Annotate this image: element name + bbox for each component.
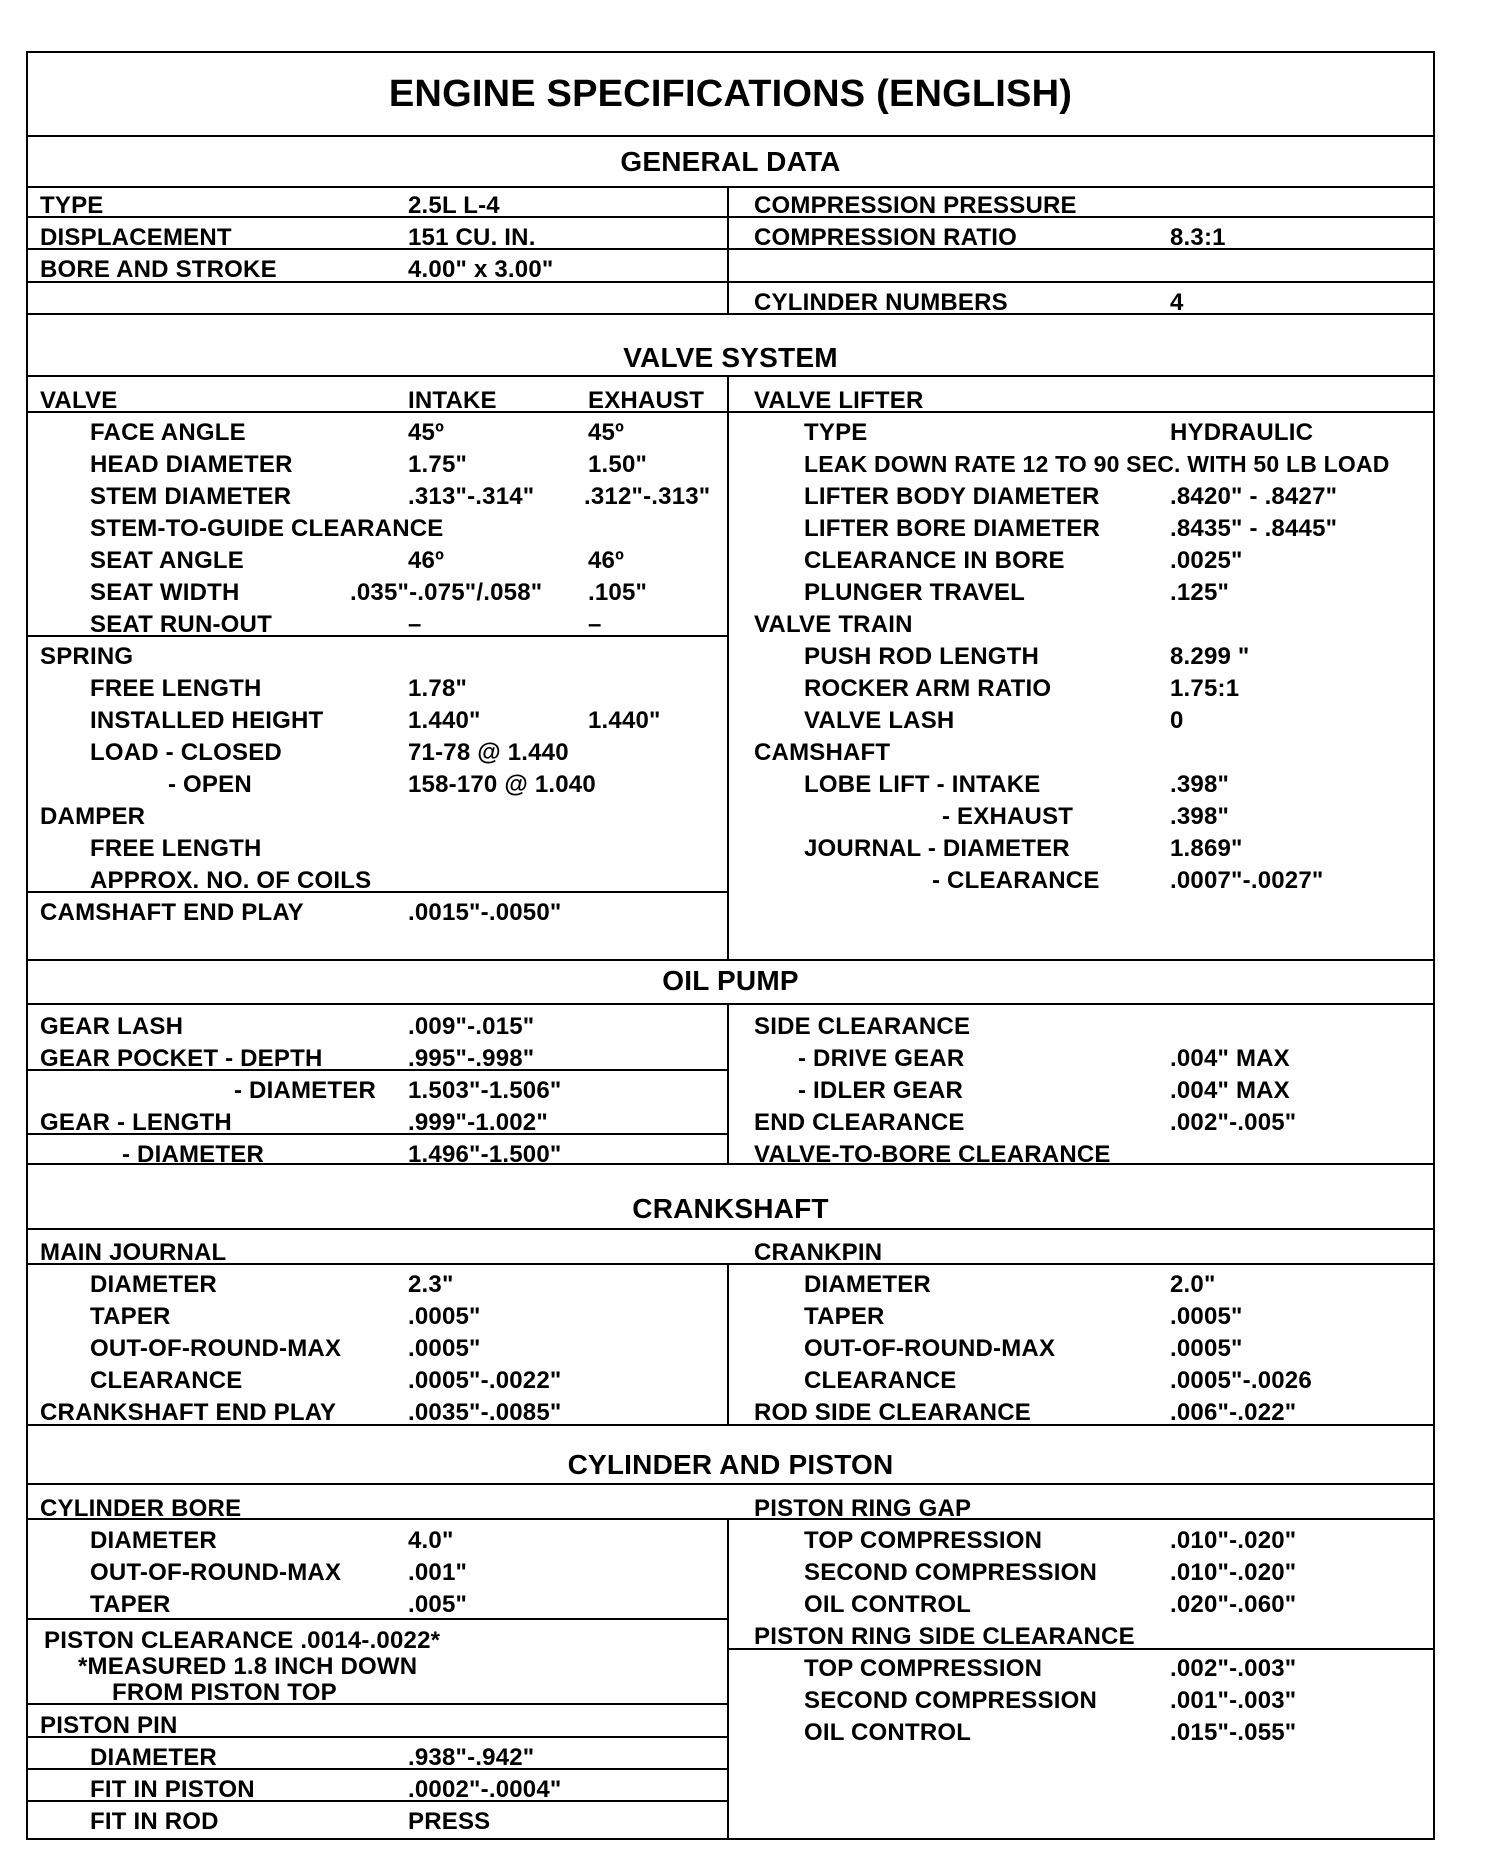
cb-diameter-value: 4.0" [408, 1527, 454, 1554]
displacement-value: 151 CU. IN. [408, 224, 536, 251]
cb-out-of-round-label: OUT-OF-ROUND-MAX [90, 1559, 342, 1586]
stem-diameter-label: STEM DIAMETER [90, 483, 292, 510]
lifter-type-value: HYDRAULIC [1170, 419, 1314, 446]
cp-taper-label: TAPER [804, 1303, 885, 1330]
face-angle-label: FACE ANGLE [90, 419, 246, 446]
mj-out-of-round-label: OUT-OF-ROUND-MAX [90, 1335, 342, 1362]
cb-out-of-round-value: .001" [408, 1559, 468, 1586]
rule-h [28, 216, 1433, 218]
rocker-arm-ratio-value: 1.75:1 [1170, 675, 1240, 702]
gear-lash-label: GEAR LASH [40, 1013, 184, 1040]
lobe-lift-intake-label: LOBE LIFT - INTAKE [804, 771, 1041, 798]
gear-pocket-depth-value: .995"-.998" [408, 1045, 535, 1072]
cb-taper-label: TAPER [90, 1591, 171, 1618]
cp-taper-value: .0005" [1170, 1303, 1243, 1330]
mj-diameter-label: DIAMETER [90, 1271, 217, 1298]
rule-v [727, 1518, 729, 1840]
head-diameter-intake: 1.75" [408, 451, 468, 478]
damper-free-length-label: FREE LENGTH [90, 835, 262, 862]
valve-label: VALVE [40, 387, 118, 414]
measured-note-line-2: FROM PISTON TOP [112, 1679, 337, 1706]
rule-h [28, 186, 1433, 188]
seat-width-label: SEAT WIDTH [90, 579, 240, 606]
clearance-in-bore-label: CLEARANCE IN BORE [804, 547, 1065, 574]
approx-coils-label: APPROX. NO. OF COILS [90, 867, 372, 894]
fit-in-piston-label: FIT IN PISTON [90, 1776, 255, 1803]
cp-diameter-value: 2.0" [1170, 1271, 1216, 1298]
pin-diameter-label: DIAMETER [90, 1744, 217, 1771]
installed-height-label: INSTALLED HEIGHT [90, 707, 324, 734]
gear-length-value: .999"-1.002" [408, 1109, 548, 1136]
rod-side-clearance-label: ROD SIDE CLEARANCE [754, 1399, 1031, 1426]
side-oil-control-value: .015"-.055" [1170, 1719, 1297, 1746]
fit-in-rod-value: PRESS [408, 1808, 491, 1835]
piston-clearance: PISTON CLEARANCE .0014-.0022* [44, 1627, 441, 1654]
rod-side-clearance-value: .006"-.022" [1170, 1399, 1297, 1426]
lifter-body-diameter-label: LIFTER BODY DIAMETER [804, 483, 1100, 510]
installed-height-intake: 1.440" [408, 707, 481, 734]
compression-ratio-value: 8.3:1 [1170, 224, 1226, 251]
rule-v [727, 1003, 729, 1163]
measured-note-line-1: *MEASURED 1.8 INCH DOWN [78, 1653, 418, 1680]
rule-h [28, 1003, 1433, 1005]
face-angle-exhaust: 45º [588, 419, 625, 446]
camshaft-end-play-value: .0015"-.0050" [408, 899, 562, 926]
gear-diameter-label: - DIAMETER [122, 1141, 264, 1168]
valve-to-bore-clearance-label: VALVE-TO-BORE CLEARANCE [754, 1141, 1111, 1168]
spring-free-length-value: 1.78" [408, 675, 468, 702]
clearance-in-bore-value: .0025" [1170, 547, 1243, 574]
intake-header: INTAKE [408, 387, 497, 414]
exhaust-header: EXHAUST [588, 387, 705, 414]
spec-sheet [26, 51, 1435, 1840]
leak-down-rate: LEAK DOWN RATE 12 TO 90 SEC. WITH 50 LB LOAD [804, 451, 1390, 477]
rule-v [727, 186, 729, 313]
camshaft-label: CAMSHAFT [754, 739, 891, 766]
drive-gear-label: - DRIVE GEAR [798, 1045, 965, 1072]
idler-gear-value: .004" MAX [1170, 1077, 1290, 1104]
gap-second-compression-value: .010"-.020" [1170, 1559, 1297, 1586]
gear-pocket-diameter-label: - DIAMETER [234, 1077, 376, 1104]
gap-second-compression-label: SECOND COMPRESSION [804, 1559, 1097, 1586]
mj-diameter-value: 2.3" [408, 1271, 454, 1298]
crankshaft-heading: CRANKSHAFT [632, 1193, 829, 1224]
drive-gear-value: .004" MAX [1170, 1045, 1290, 1072]
rule-h [28, 1618, 727, 1620]
cylinder-piston-heading: CYLINDER AND PISTON [567, 1449, 894, 1480]
bore-stroke-label: BORE AND STROKE [40, 256, 277, 283]
cp-out-of-round-label: OUT-OF-ROUND-MAX [804, 1335, 1056, 1362]
compression-ratio-label: COMPRESSION RATIO [754, 224, 1017, 251]
load-closed-value: 71-78 @ 1.440 [408, 739, 569, 766]
mj-out-of-round-value: .0005" [408, 1335, 481, 1362]
load-open-value: 158-170 @ 1.040 [408, 771, 596, 798]
spring-label: SPRING [40, 643, 134, 670]
lifter-bore-diameter-value: .8435" - .8445" [1170, 515, 1338, 542]
plunger-travel-label: PLUNGER TRAVEL [804, 579, 1026, 606]
side-second-compression-value: .001"-.003" [1170, 1687, 1297, 1714]
cylinder-bore-label: CYLINDER BORE [40, 1495, 242, 1522]
stem-diameter-intake: .313"-.314" [408, 483, 535, 510]
valve-lash-value: 0 [1170, 707, 1184, 734]
piston-pin-label: PISTON PIN [40, 1712, 178, 1739]
lobe-lift-intake-value: .398" [1170, 771, 1230, 798]
journal-diameter-value: 1.869" [1170, 835, 1243, 862]
plunger-travel-value: .125" [1170, 579, 1230, 606]
mj-taper-value: .0005" [408, 1303, 481, 1330]
lifter-body-diameter-value: .8420" - .8427" [1170, 483, 1338, 510]
mj-clearance-value: .0005"-.0022" [408, 1367, 562, 1394]
spring-free-length-label: FREE LENGTH [90, 675, 262, 702]
cylinder-numbers-value: 4 [1170, 289, 1184, 316]
head-diameter-exhaust: 1.50" [588, 451, 648, 478]
face-angle-intake: 45º [408, 419, 445, 446]
lobe-lift-exhaust-label: - EXHAUST [942, 803, 1074, 830]
cp-clearance-value: .0005"-.0026 [1170, 1367, 1312, 1394]
rule-h [28, 313, 1433, 315]
gear-lash-value: .009"-.015" [408, 1013, 535, 1040]
mj-clearance-label: CLEARANCE [90, 1367, 243, 1394]
lifter-type-label: TYPE [804, 419, 868, 446]
piston-ring-gap-label: PISTON RING GAP [754, 1495, 972, 1522]
rule-h [28, 411, 1433, 413]
valve-lifter-label: VALVE LIFTER [754, 387, 924, 414]
camshaft-end-play-label: CAMSHAFT END PLAY [40, 899, 304, 926]
side-top-compression-value: .002"-.003" [1170, 1655, 1297, 1682]
stem-diameter-exhaust: .312"-.313" [584, 483, 711, 510]
side-clearance-label: SIDE CLEARANCE [754, 1013, 971, 1040]
seat-width-exhaust: .105" [588, 579, 648, 606]
stem-guide-label: STEM-TO-GUIDE CLEARANCE [90, 515, 444, 542]
journal-clearance-label: - CLEARANCE [932, 867, 1100, 894]
seat-width-intake: .035"-.075"/.058" [350, 579, 543, 606]
load-open-label: - OPEN [168, 771, 252, 798]
gap-oil-control-value: .020"-.060" [1170, 1591, 1297, 1618]
seat-runout-intake: – [408, 611, 422, 638]
bore-stroke-value: 4.00" x 3.00" [408, 256, 554, 283]
gear-diameter-value: 1.496"-1.500" [408, 1141, 562, 1168]
gap-oil-control-label: OIL CONTROL [804, 1591, 972, 1618]
push-rod-length-value: 8.299 " [1170, 643, 1250, 670]
crankshaft-end-play-label: CRANKSHAFT END PLAY [40, 1399, 337, 1426]
rule-h [28, 375, 1433, 377]
type-label: TYPE [40, 192, 104, 219]
seat-angle-label: SEAT ANGLE [90, 547, 245, 574]
gap-top-compression-value: .010"-.020" [1170, 1527, 1297, 1554]
seat-runout-exhaust: – [588, 611, 602, 638]
rocker-arm-ratio-label: ROCKER ARM RATIO [804, 675, 1052, 702]
gear-length-label: GEAR - LENGTH [40, 1109, 232, 1136]
gear-pocket-diameter-value: 1.503"-1.506" [408, 1077, 562, 1104]
journal-clearance-value: .0007"-.0027" [1170, 867, 1324, 894]
pin-diameter-value: .938"-.942" [408, 1744, 535, 1771]
damper-label: DAMPER [40, 803, 146, 830]
valve-train-label: VALVE TRAIN [754, 611, 913, 638]
cb-taper-value: .005" [408, 1591, 468, 1618]
oil-pump-heading: OIL PUMP [662, 965, 799, 996]
end-clearance-value: .002"-.005" [1170, 1109, 1297, 1136]
journal-diameter-label: JOURNAL - DIAMETER [804, 835, 1070, 862]
cb-diameter-label: DIAMETER [90, 1527, 217, 1554]
push-rod-length-label: PUSH ROD LENGTH [804, 643, 1040, 670]
gap-top-compression-label: TOP COMPRESSION [804, 1527, 1043, 1554]
seat-angle-intake: 46º [408, 547, 445, 574]
seat-runout-label: SEAT RUN-OUT [90, 611, 272, 638]
cp-diameter-label: DIAMETER [804, 1271, 931, 1298]
page-title: ENGINE SPECIFICATIONS (ENGLISH) [388, 73, 1073, 115]
rule-h [28, 1228, 1433, 1230]
installed-height-exhaust: 1.440" [588, 707, 661, 734]
ring-side-clearance-label: PISTON RING SIDE CLEARANCE [754, 1623, 1135, 1650]
rule-v [727, 375, 729, 959]
general-data-heading: GENERAL DATA [620, 146, 841, 177]
lobe-lift-exhaust-value: .398" [1170, 803, 1230, 830]
cylinder-numbers-label: CYLINDER NUMBERS [754, 289, 1008, 316]
seat-angle-exhaust: 46º [588, 547, 625, 574]
rule-h [28, 959, 1433, 961]
main-journal-label: MAIN JOURNAL [40, 1239, 227, 1266]
lifter-bore-diameter-label: LIFTER BORE DIAMETER [804, 515, 1100, 542]
type-value: 2.5L L-4 [408, 192, 500, 219]
cp-clearance-label: CLEARANCE [804, 1367, 957, 1394]
displacement-label: DISPLACEMENT [40, 224, 232, 251]
end-clearance-label: END CLEARANCE [754, 1109, 965, 1136]
side-top-compression-label: TOP COMPRESSION [804, 1655, 1043, 1682]
mj-taper-label: TAPER [90, 1303, 171, 1330]
fit-in-piston-value: .0002"-.0004" [408, 1776, 562, 1803]
valve-system-heading: VALVE SYSTEM [623, 342, 838, 373]
rule-h [28, 135, 1433, 137]
valve-lash-label: VALVE LASH [804, 707, 955, 734]
cp-out-of-round-value: .0005" [1170, 1335, 1243, 1362]
rule-h [28, 1263, 1433, 1265]
side-oil-control-label: OIL CONTROL [804, 1719, 972, 1746]
rule-v [727, 1263, 729, 1424]
crankpin-label: CRANKPIN [754, 1239, 883, 1266]
idler-gear-label: - IDLER GEAR [798, 1077, 964, 1104]
gear-pocket-depth-label: GEAR POCKET - DEPTH [40, 1045, 323, 1072]
rule-h [28, 1483, 1433, 1485]
compression-pressure-label: COMPRESSION PRESSURE [754, 192, 1077, 219]
head-diameter-label: HEAD DIAMETER [90, 451, 293, 478]
load-closed-label: LOAD - CLOSED [90, 739, 282, 766]
crankshaft-end-play-value: .0035"-.0085" [408, 1399, 562, 1426]
side-second-compression-label: SECOND COMPRESSION [804, 1687, 1097, 1714]
fit-in-rod-label: FIT IN ROD [90, 1808, 219, 1835]
